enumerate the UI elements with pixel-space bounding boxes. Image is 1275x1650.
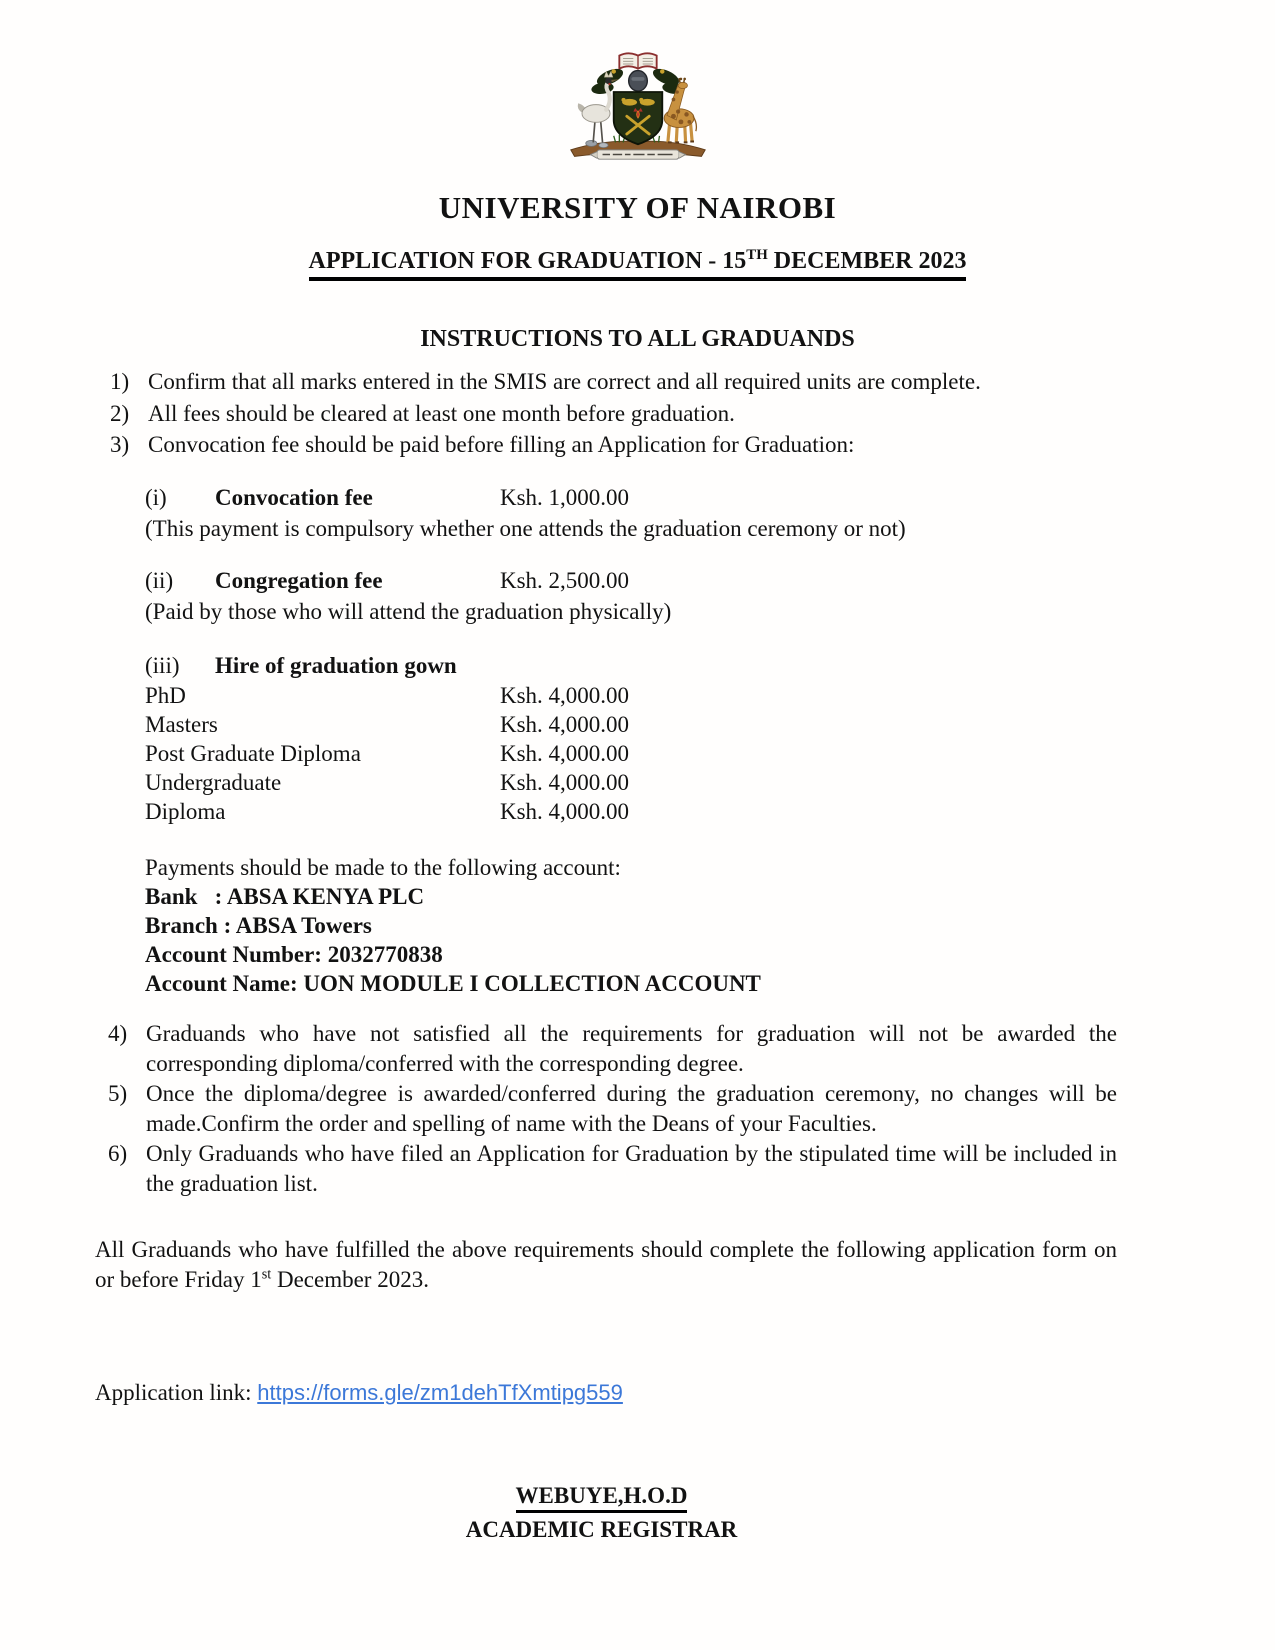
gown-hire-label: (iii) bbox=[145, 652, 180, 678]
congregation-fee-amount: Ksh. 2,500.00 bbox=[500, 567, 630, 593]
convocation-fee-label: (i) bbox=[145, 484, 167, 510]
gown-fee-row-diploma bbox=[145, 797, 1117, 826]
instruction-item-4 bbox=[95, 1019, 1117, 1079]
gown-amount-diploma: Ksh. 4,000.00 bbox=[500, 798, 630, 824]
payment-intro: Payments should be made to the following account: bbox=[145, 854, 621, 880]
open-book bbox=[619, 53, 656, 68]
instruction-item-6 bbox=[95, 1139, 1117, 1199]
gown-hire-row bbox=[145, 650, 1117, 681]
convocation-fee-amount: Ksh. 1,000.00 bbox=[500, 484, 630, 510]
account-number-line: Account Number: 2032770838 bbox=[145, 941, 443, 967]
gown-amount-phd: Ksh. 4,000.00 bbox=[500, 682, 630, 708]
congregation-fee-label: (ii) bbox=[145, 567, 174, 593]
instruction-item-4-number: 4) bbox=[108, 1020, 128, 1046]
university-coat-of-arms-logo bbox=[554, 44, 722, 168]
instruction-item-5-number: 5) bbox=[108, 1080, 128, 1106]
account-name-line: Account Name: UON MODULE I COLLECTION ACCOUNT bbox=[145, 970, 761, 996]
document-title-part1: APPLICATION FOR GRADUATION - 15 bbox=[308, 248, 747, 274]
instruction-item-1 bbox=[95, 366, 1117, 398]
instruction-item-1-number: 1) bbox=[110, 369, 130, 394]
document-title-part2: DECEMBER 2023 bbox=[767, 248, 967, 274]
closing-paragraph bbox=[95, 1235, 1117, 1295]
instruction-item-1-text: Confirm that all marks entered in the SMIS are correct and all required units are complete. bbox=[148, 369, 981, 394]
application-link-label: Application link: bbox=[95, 1380, 258, 1405]
instruction-item-5 bbox=[95, 1079, 1117, 1139]
instruction-item-6-number: 6) bbox=[108, 1140, 128, 1166]
signatory-title: ACADEMIC REGISTRAR bbox=[465, 1517, 738, 1542]
instruction-item-2 bbox=[95, 398, 1117, 430]
instructions-list-top bbox=[95, 366, 1117, 461]
gown-category-undergraduate: Undergraduate bbox=[145, 769, 282, 795]
closing-superscript: st bbox=[261, 1265, 272, 1282]
signatory-name: WEBUYE,H.O.D bbox=[516, 1483, 688, 1513]
instructions-list-bottom bbox=[95, 1019, 1117, 1199]
bank-branch-line: Branch : ABSA Towers bbox=[145, 912, 372, 938]
convocation-fee-row bbox=[145, 482, 1117, 513]
instruction-item-2-text: All fees should be cleared at least one month before graduation. bbox=[148, 400, 735, 426]
gown-fee-row-masters bbox=[145, 710, 1117, 739]
congregation-fee-row bbox=[145, 565, 1117, 596]
instruction-item-5-text: Once the diploma/degree is awarded/conferred during the graduation ceremony, no changes will be made.Confirm the order and spelling of name with the Deans of your Faculties. bbox=[146, 1080, 1117, 1136]
document-title-superscript: TH bbox=[746, 247, 768, 263]
instruction-item-3-number: 3) bbox=[110, 432, 130, 457]
instruction-item-4-text: Graduands who have not satisfied all the requirements for graduation will not be awarded the corresponding diploma/conferred with the corresponding degree. bbox=[146, 1020, 1117, 1076]
motto-banner bbox=[590, 150, 685, 159]
instructions-heading: INSTRUCTIONS TO ALL GRADUANDS bbox=[420, 326, 855, 352]
shield bbox=[613, 92, 662, 144]
gown-hire-name: Hire of graduation gown bbox=[215, 652, 457, 678]
university-name-title: UNIVERSITY OF NAIROBI bbox=[438, 190, 837, 225]
document-title bbox=[309, 248, 967, 281]
gown-amount-postgraduate-diploma: Ksh. 4,000.00 bbox=[500, 740, 630, 766]
convocation-fee-note: (This payment is compulsory whether one attends the graduation ceremony or not) bbox=[145, 515, 906, 541]
logo-container bbox=[0, 0, 1275, 173]
gown-category-phd: PhD bbox=[145, 682, 186, 708]
application-link-line bbox=[95, 1378, 623, 1408]
fees-section bbox=[145, 482, 1117, 998]
gown-fee-row-undergraduate bbox=[145, 768, 1117, 797]
instruction-item-6-text: Only Graduands who have filed an Application for Graduation by the stipulated time will be included in the graduation list. bbox=[146, 1140, 1117, 1196]
gown-fee-row-phd bbox=[145, 681, 1117, 710]
document-title-container bbox=[0, 248, 1275, 281]
gown-amount-undergraduate: Ksh. 4,000.00 bbox=[500, 769, 630, 795]
instruction-item-3-text: Convocation fee should be paid before filling an Application for Graduation: bbox=[148, 432, 855, 457]
bank-name-line: Bank : ABSA KENYA PLC bbox=[145, 883, 425, 909]
closing-part2: December 2023. bbox=[271, 1266, 429, 1292]
helmet bbox=[628, 71, 647, 92]
signature-block bbox=[0, 1483, 1275, 1545]
gown-amount-masters: Ksh. 4,000.00 bbox=[500, 711, 630, 737]
congregation-fee-note: (Paid by those who will attend the graduation physically) bbox=[145, 598, 672, 624]
instruction-item-2-number: 2) bbox=[110, 400, 130, 426]
instruction-item-3 bbox=[95, 429, 1117, 461]
document-body bbox=[0, 366, 1275, 1295]
convocation-fee-name: Convocation fee bbox=[215, 484, 373, 510]
gown-category-diploma: Diploma bbox=[145, 798, 226, 824]
closing-part1: All Graduands who have fulfilled the above requirements should complete the following application form on or before Friday 1 bbox=[95, 1236, 1117, 1292]
gown-fee-row-postgraduate-diploma bbox=[145, 739, 1117, 768]
gown-category-masters: Masters bbox=[145, 711, 218, 737]
gown-category-postgraduate-diploma: Post Graduate Diploma bbox=[145, 740, 361, 766]
congregation-fee-name: Congregation fee bbox=[215, 567, 383, 593]
application-form-link[interactable]: https://forms.gle/zm1dehTfXmtipg559 bbox=[257, 1380, 623, 1405]
